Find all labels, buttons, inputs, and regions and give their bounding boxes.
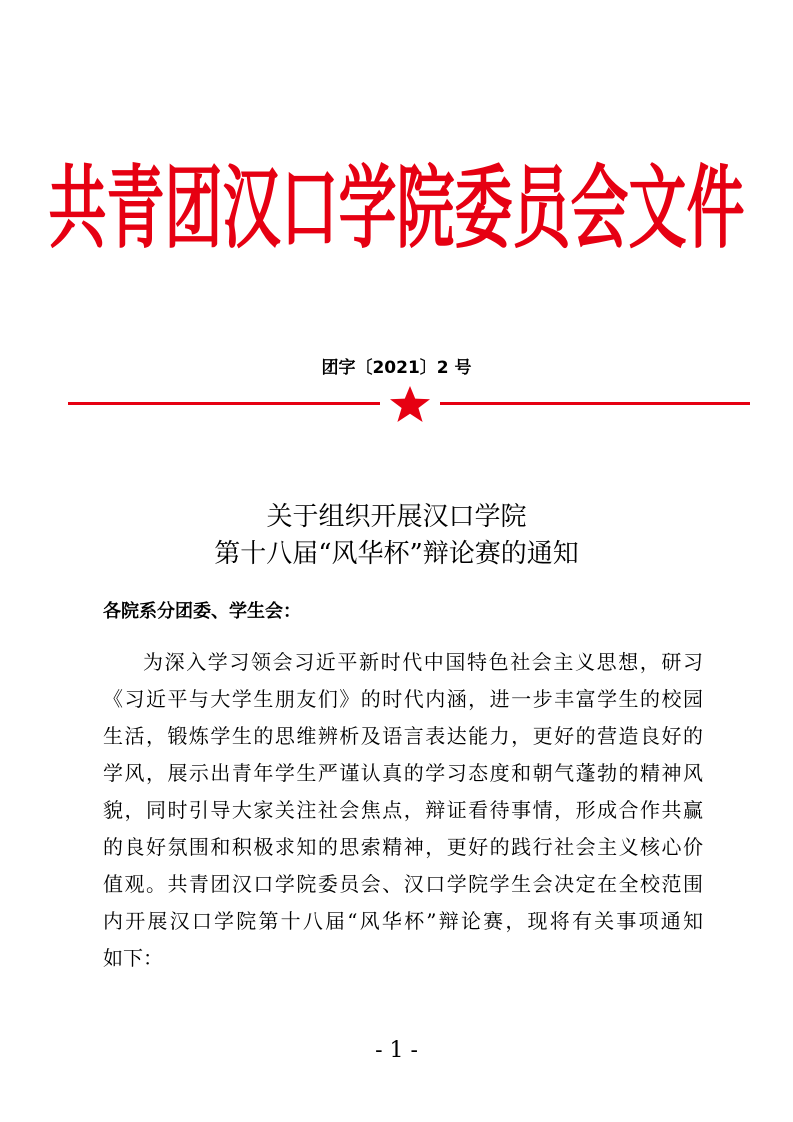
body-paragraph <box>103 644 703 977</box>
body-line: 的良好氛围和积极求知的思索精神，更好的践行社会主义核心价 <box>103 835 703 859</box>
document-title-line-1: 关于组织开展汉口学院 <box>266 502 527 532</box>
body-line: 生活，锻炼学生的思维辨析及语言表达能力，更好的营造良好的 <box>103 724 703 748</box>
body-line: 学风，展示出青年学生严谨认真的学习态度和朝气蓬勃的精神风 <box>103 761 703 785</box>
red-divider-right <box>440 402 750 405</box>
body-line: 为深入学习领会习近平新时代中国特色社会主义思想，研习 <box>143 650 703 674</box>
red-divider-left <box>68 402 380 405</box>
document-number: 团字〔2021〕2 号 <box>321 358 472 378</box>
page-number: - 1 - <box>375 1038 418 1063</box>
body-line: 值观。共青团汉口学院委员会、汉口学院学生会决定在全校范围 <box>103 872 703 896</box>
star-icon <box>388 386 432 422</box>
body-line: 内开展汉口学院第十八届“风华杯”辩论赛，现将有关事项通知 <box>103 909 703 933</box>
body-line: 《习近平与大学生朋友们》的时代内涵，进一步丰富学生的校园 <box>103 687 703 711</box>
body-line: 如下： <box>103 946 163 970</box>
document-header-title: 共青团汉口学院委员会文件 <box>48 155 745 261</box>
body-line: 貌，同时引导大家关注社会焦点，辩证看待事情，形成合作共赢 <box>103 798 703 822</box>
addressee: 各院系分团委、学生会： <box>103 601 301 622</box>
document-title-line-2: 第十八届“风华杯”辩论赛的通知 <box>214 539 579 569</box>
